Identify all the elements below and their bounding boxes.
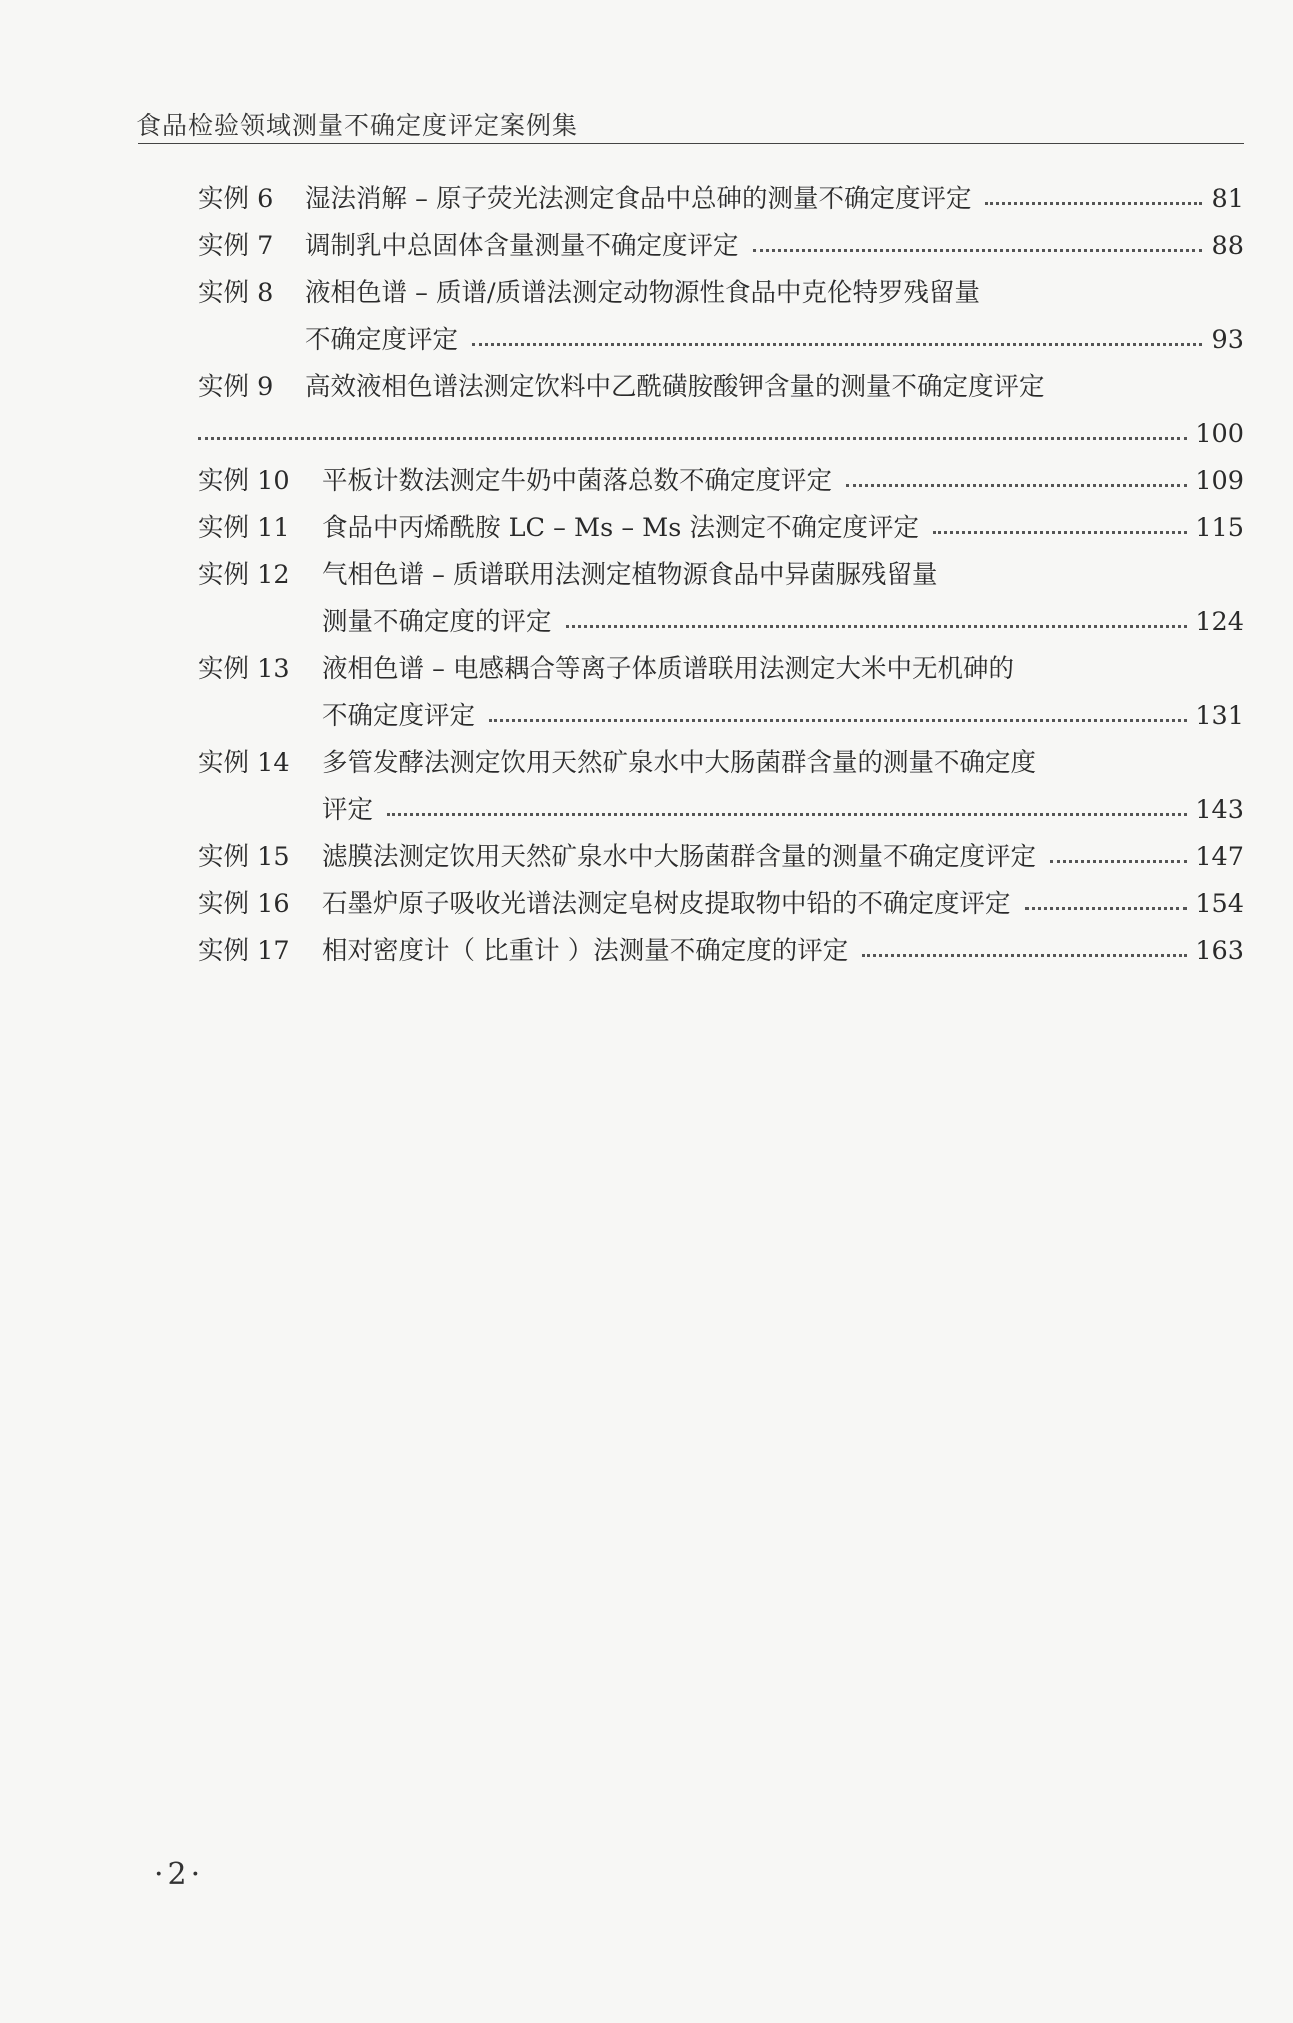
toc-entry-page: 115 — [1195, 513, 1244, 543]
toc-entry-page: 147 — [1195, 842, 1244, 872]
toc-entry[interactable] — [198, 176, 1244, 223]
toc-entry-title: 评定 — [322, 795, 374, 825]
toc-entry-line — [198, 505, 1244, 552]
toc-entry-title: 测量不确定度的评定 — [322, 607, 552, 637]
toc-entry-line — [198, 834, 1244, 881]
toc-entry-page: 100 — [1195, 419, 1244, 449]
toc-entry-page: 124 — [1195, 607, 1244, 637]
toc-entry[interactable] — [198, 834, 1244, 881]
dot-leader — [753, 249, 1202, 252]
toc-entry-number: 实例 15 — [198, 842, 290, 872]
toc-entry-page: 93 — [1211, 325, 1244, 355]
toc-entry-number: 实例 12 — [198, 560, 290, 590]
toc-entry-line — [198, 317, 1244, 364]
toc-entry[interactable] — [198, 881, 1244, 928]
toc-entry-line — [198, 411, 1244, 458]
toc-entry-line — [198, 223, 1244, 270]
toc-entry[interactable] — [198, 364, 1244, 458]
toc-entry-title: 平板计数法测定牛奶中菌落总数不确定度评定 — [322, 466, 833, 496]
toc-entry-line — [198, 693, 1244, 740]
toc-entry-title: 不确定度评定 — [322, 701, 476, 731]
toc-entry-title: 高效液相色谱法测定饮料中乙酰磺胺酸钾含量的测量不确定度评定 — [305, 372, 1045, 402]
dot-leader — [1050, 860, 1187, 863]
toc-entry-title: 滤膜法测定饮用天然矿泉水中大肠菌群含量的测量不确定度评定 — [322, 842, 1037, 872]
toc-entry[interactable] — [198, 223, 1244, 270]
page-number: ·2· — [154, 1857, 205, 1892]
toc-entry-title: 湿法消解 – 原子荧光法测定食品中总砷的测量不确定度评定 — [305, 184, 972, 214]
toc-entry[interactable] — [198, 928, 1244, 975]
toc-entry[interactable] — [198, 270, 1244, 364]
toc-entry-title: 气相色谱 – 质谱联用法测定植物源食品中异菌脲残留量 — [322, 560, 938, 590]
toc-entry-title: 相对密度计（ 比重计 ）法测量不确定度的评定 — [322, 936, 849, 966]
toc-entry-line — [198, 552, 1244, 599]
toc-entry-number: 实例 6 — [198, 184, 274, 214]
toc-entry-number: 实例 14 — [198, 748, 290, 778]
dot-leader — [933, 531, 1187, 534]
toc-entry-title: 液相色谱 – 质谱/质谱法测定动物源性食品中克伦特罗残留量 — [305, 278, 981, 308]
toc-entry-number: 实例 10 — [198, 466, 290, 496]
dot-leader — [862, 954, 1187, 957]
dot-leader — [198, 437, 1187, 440]
toc-entry-title: 食品中丙烯酰胺 LC – Ms – Ms 法测定不确定度评定 — [322, 513, 919, 543]
toc-entry-page: 163 — [1195, 936, 1244, 966]
toc-entry-number: 实例 13 — [198, 654, 290, 684]
dot-leader — [566, 625, 1188, 628]
toc-entry-line — [198, 787, 1244, 834]
toc-entry-title: 液相色谱 – 电感耦合等离子体质谱联用法测定大米中无机砷的 — [322, 654, 1014, 684]
toc-entry-number: 实例 9 — [198, 372, 274, 402]
toc-entry-number: 实例 8 — [198, 278, 274, 308]
toc-entry-line — [198, 928, 1244, 975]
toc-entry-number: 实例 7 — [198, 231, 274, 261]
toc-entry-title: 不确定度评定 — [305, 325, 459, 355]
toc-entry-page: 143 — [1195, 795, 1244, 825]
toc-entry-page: 88 — [1211, 231, 1244, 261]
toc-entry[interactable] — [198, 740, 1244, 834]
toc-entry-title: 石墨炉原子吸收光谱法测定皂树皮提取物中铅的不确定度评定 — [322, 889, 1011, 919]
header-rule — [138, 143, 1244, 144]
toc-entry[interactable] — [198, 552, 1244, 646]
toc-entry-number: 实例 11 — [198, 513, 290, 543]
dot-leader — [472, 343, 1202, 346]
toc-entry-title: 多管发酵法测定饮用天然矿泉水中大肠菌群含量的测量不确定度 — [322, 748, 1037, 778]
toc-entry-page: 154 — [1195, 889, 1244, 919]
toc-entry-title: 调制乳中总固体含量测量不确定度评定 — [305, 231, 739, 261]
dot-leader — [387, 813, 1187, 816]
toc-entry-line — [198, 364, 1244, 411]
toc-entry-number: 实例 16 — [198, 889, 290, 919]
toc-entry-line — [198, 740, 1244, 787]
dot-leader — [846, 484, 1187, 487]
toc-entry-line — [198, 458, 1244, 505]
toc-entry[interactable] — [198, 458, 1244, 505]
dot-leader — [985, 202, 1202, 205]
toc-entry-line — [198, 881, 1244, 928]
toc-entry-page: 109 — [1195, 466, 1244, 496]
toc-entry-number: 实例 17 — [198, 936, 290, 966]
toc-entry-line — [198, 270, 1244, 317]
toc-entry-page: 81 — [1211, 184, 1244, 214]
toc-entry-line — [198, 176, 1244, 223]
toc-entry-line — [198, 599, 1244, 646]
toc-entry[interactable] — [198, 505, 1244, 552]
running-header: 食品检验领域测量不确定度评定案例集 — [136, 111, 579, 140]
toc-entry-line — [198, 646, 1244, 693]
table-of-contents — [198, 176, 1244, 975]
dot-leader — [1025, 907, 1188, 910]
dot-leader — [489, 719, 1187, 722]
toc-entry[interactable] — [198, 646, 1244, 740]
toc-entry-page: 131 — [1195, 701, 1244, 731]
